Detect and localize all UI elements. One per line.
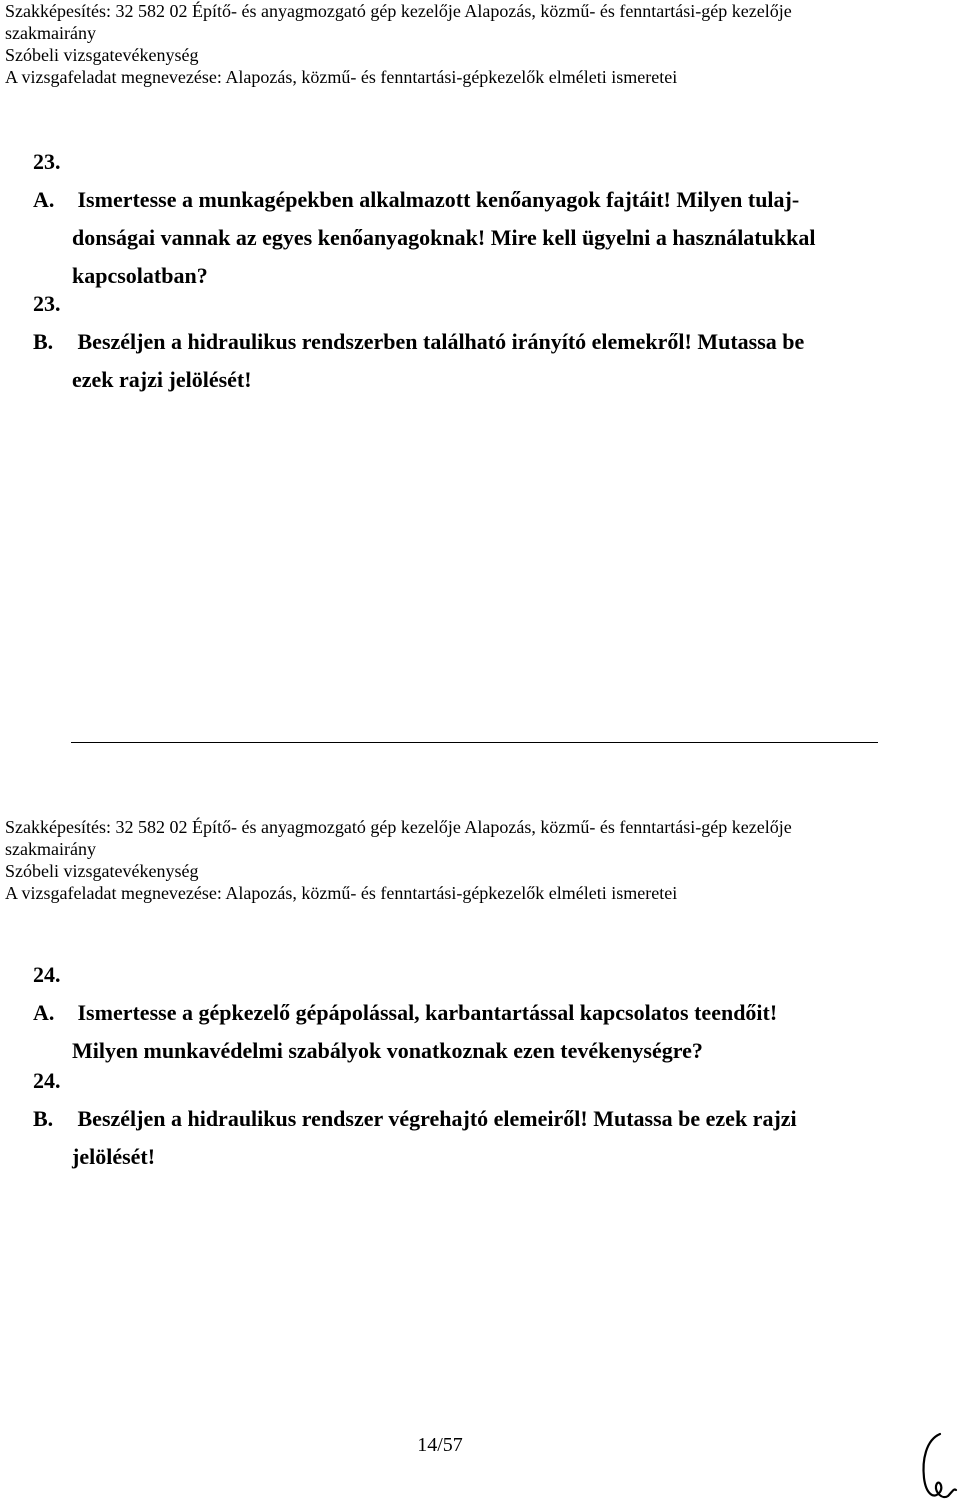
page-header-top <box>5 0 935 88</box>
question-number: 24. B. <box>33 1068 61 1131</box>
header-exam-type: Szóbeli vizsgatevékenység <box>5 861 199 881</box>
header-task-name: A vizsgafeladat megnevezése: Alapozás, közmű- és fenntartási-gépkezelők elméleti ismeretei <box>5 883 678 903</box>
question-number: 24. A. <box>33 962 61 1025</box>
header-specialization: szakmairány <box>5 839 96 859</box>
question-line: donságai vannak az egyes kenőanyagoknak! Mire kell ügyelni a használatukkal <box>72 225 816 250</box>
header-qualification: Szakképesítés: 32 582 02 Építő- és anyagmozgató gép kezelője Alapozás, közmű- és fenntartási-gép kezelője <box>5 1 792 21</box>
question-23a <box>33 143 876 295</box>
question-line: kapcsolatban? <box>72 263 208 288</box>
question-line: Beszéljen a hidraulikus rendszerben található irányító elemekről! Mutassa be <box>77 329 805 354</box>
page-header-bottom <box>5 816 935 904</box>
question-line: ezek rajzi jelölését! <box>72 367 252 392</box>
page-number: 14/57 <box>417 1434 463 1456</box>
question-line: Ismertesse a gépkezelő gépápolással, karbantartással kapcsolatos teendőit! <box>77 1000 778 1025</box>
header-exam-type: Szóbeli vizsgatevékenység <box>5 45 199 65</box>
question-line: Ismertesse a munkagépekben alkalmazott kenőanyagok fajtáit! Milyen tulaj- <box>77 187 800 212</box>
question-number: 23. A. <box>33 149 61 212</box>
header-specialization: szakmairány <box>5 23 96 43</box>
header-task-name: A vizsgafeladat megnevezése: Alapozás, közmű- és fenntartási-gépkezelők elméleti ismeretei <box>5 67 678 87</box>
header-qualification: Szakképesítés: 32 582 02 Építő- és anyagmozgató gép kezelője Alapozás, közmű- és fenntartási-gép kezelője <box>5 817 792 837</box>
question-number: 23. B. <box>33 291 61 354</box>
question-line: jelölését! <box>72 1144 156 1169</box>
question-line: Beszéljen a hidraulikus rendszer végrehajtó elemeiről! Mutassa be ezek rajzi <box>77 1106 797 1131</box>
page-divider <box>71 742 878 743</box>
question-24a <box>33 956 876 1070</box>
signature-mark <box>918 1430 958 1504</box>
question-line: Milyen munkavédelmi szabályok vonatkoznak ezen tevékenységre? <box>72 1038 703 1063</box>
question-24b <box>33 1062 876 1176</box>
question-23b <box>33 285 876 399</box>
